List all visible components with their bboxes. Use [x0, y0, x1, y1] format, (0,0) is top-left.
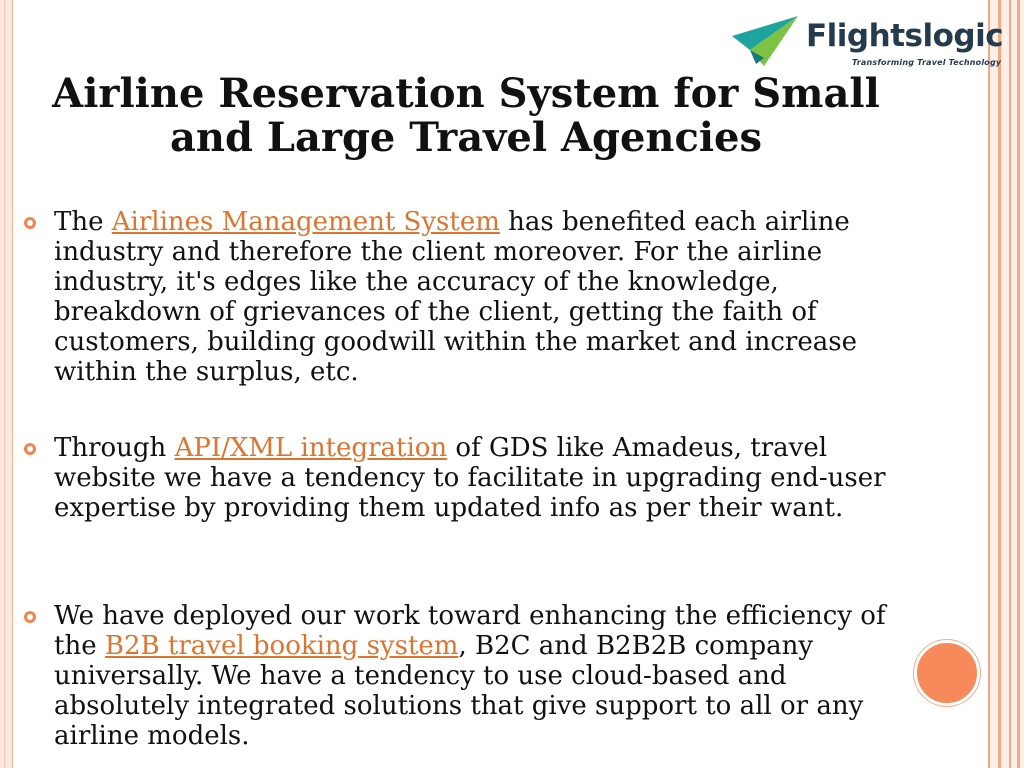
bullet-text: , B2C and B2B2B company universally. We have a tendency to use cloud-based and absolutely integrated solutions that give support to all or any airline models.: [54, 631, 864, 751]
slide-title: Airline Reservation System for Small and Large Travel Agencies: [52, 70, 880, 161]
logo-tagline: Transforming Travel Technology: [852, 58, 1002, 67]
bullet-list: [22, 207, 902, 751]
right-decorative-stripes: [988, 0, 1024, 768]
bullet-text: The: [54, 207, 112, 237]
bullet-circle-icon: [24, 443, 36, 455]
decorative-orange-circle: [914, 640, 980, 706]
bullet-text: has benefited each airline industry and therefore the client moreover. For the airline industry, it's edges like the accuracy of the knowledge, breakdown of grievances of the client, getting the faith of customers, building goodwill within the market and increase within the surplus, etc.: [54, 207, 857, 387]
bullet-item: [22, 601, 902, 751]
bullet-text: of GDS like Amadeus, travel website we have a tendency to facilitate in upgrading end-user expertise by providing them updated info as per their want.: [54, 433, 886, 523]
left-decorative-strip: [0, 0, 13, 768]
flightslogic-logo[interactable]: [730, 12, 1008, 72]
logo-name: Flightslogic: [806, 18, 1004, 54]
bullet-circle-icon: [24, 611, 36, 623]
bullet-text: Through: [54, 433, 175, 463]
bullet-circle-icon: [24, 217, 36, 229]
api-xml-integration-link[interactable]: API/XML integration: [174, 433, 448, 463]
bullet-text: We have deployed our work toward enhancing the efficiency of the: [54, 601, 886, 661]
bullet-item: [22, 433, 902, 601]
paper-plane-icon: [730, 14, 802, 68]
bullet-item: [22, 207, 902, 433]
airlines-management-system-link[interactable]: Airlines Management System: [111, 207, 500, 237]
b2b-travel-booking-system-link[interactable]: B2B travel booking system: [104, 631, 459, 661]
